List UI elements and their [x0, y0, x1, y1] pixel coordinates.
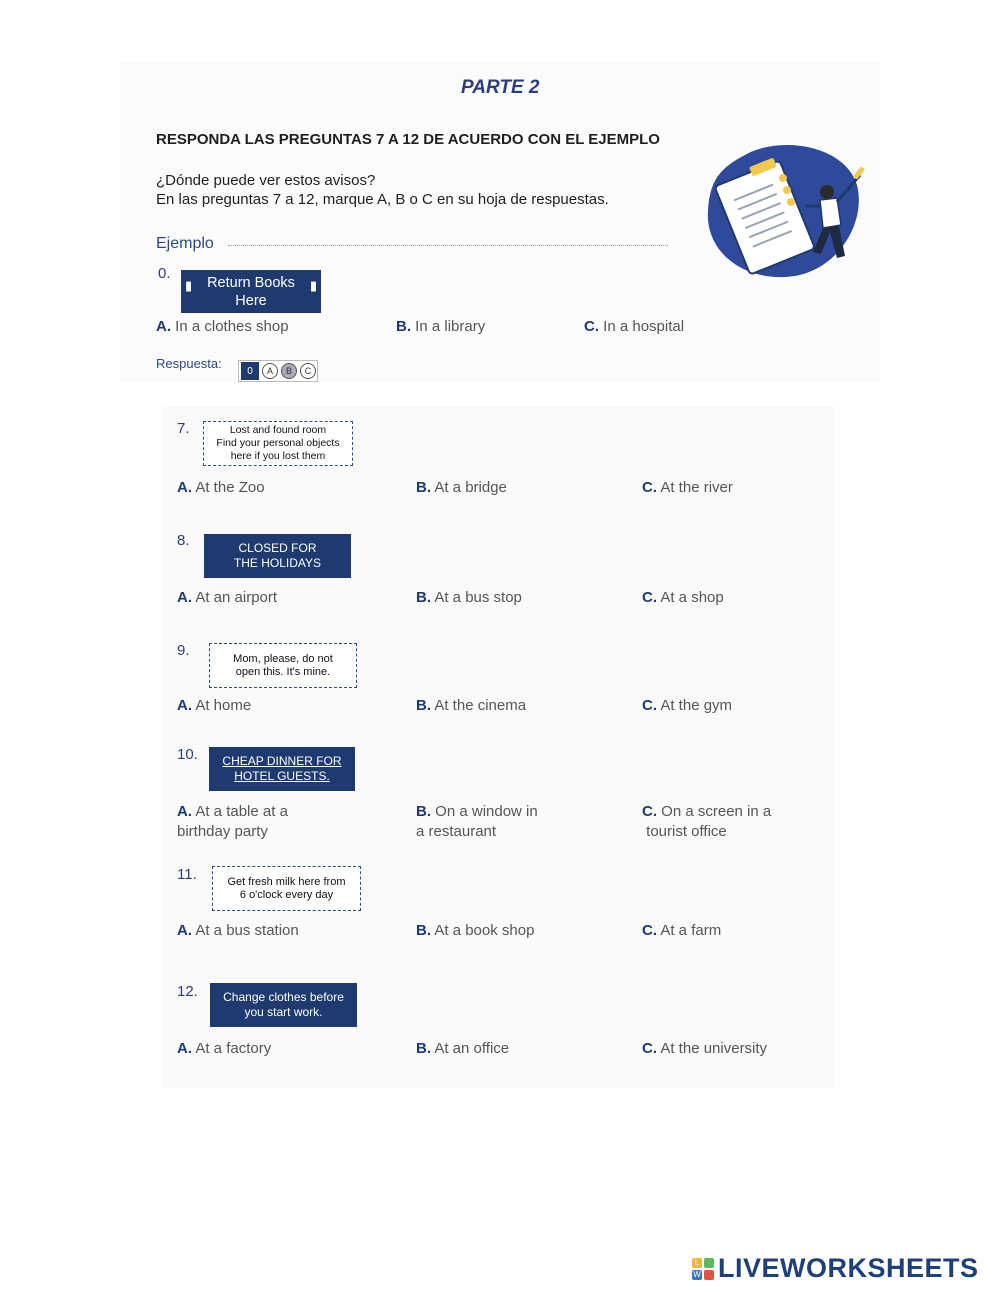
option-text: At the river	[660, 479, 733, 496]
option-text: In a library	[415, 318, 486, 335]
option-c[interactable]	[642, 697, 732, 714]
clipboard-illustration-icon	[705, 140, 867, 280]
option-b[interactable]	[416, 802, 538, 842]
sign-line: Lost and found room	[229, 424, 327, 436]
option-letter: B.	[416, 479, 431, 496]
option-letter: C.	[584, 318, 599, 335]
option-c[interactable]	[642, 922, 721, 939]
option-a[interactable]	[177, 1040, 271, 1057]
option-text: On a window in	[435, 803, 538, 820]
option-letter: A.	[177, 803, 192, 820]
option-text: tourist office	[646, 823, 727, 840]
option-text: At a bus station	[195, 922, 299, 939]
option-text: At a factory	[195, 1040, 272, 1057]
option-a[interactable]	[177, 479, 265, 496]
option-text: At a shop	[660, 589, 724, 606]
sign-closed-holidays	[204, 534, 351, 578]
option-c[interactable]	[642, 802, 771, 842]
option-letter: C.	[642, 479, 657, 496]
example-option-b	[396, 318, 485, 335]
option-a[interactable]	[177, 697, 251, 714]
sign-lost-found	[203, 421, 353, 466]
option-text: In a hospital	[603, 318, 685, 335]
option-text: birthday party	[177, 823, 268, 840]
option-text: At the cinema	[434, 697, 527, 714]
answer-key	[238, 360, 318, 382]
answer-number: 0	[241, 362, 259, 380]
option-letter: B.	[396, 318, 411, 335]
logo-text: LIVEWORKSHEETS	[718, 1253, 979, 1283]
option-letter: B.	[416, 1040, 431, 1057]
sign-line: CLOSED FOR	[238, 541, 317, 555]
option-text: At a book shop	[434, 922, 535, 939]
option-letter: A.	[177, 589, 192, 606]
option-text: a restaurant	[416, 823, 497, 840]
example-sign-line: Return Books	[207, 274, 295, 291]
example-option-c	[584, 318, 684, 335]
option-c[interactable]	[642, 1040, 767, 1057]
option-a[interactable]	[177, 802, 288, 842]
example-sign-line: Here	[235, 292, 267, 309]
option-letter: A.	[177, 479, 192, 496]
sign-line: 6 o'clock every day	[239, 888, 334, 901]
question-number: 12.	[177, 983, 198, 1000]
option-text: At an office	[434, 1040, 510, 1057]
sign-mom-note	[209, 643, 357, 688]
option-b[interactable]	[416, 479, 507, 496]
option-letter: B.	[416, 589, 431, 606]
option-a[interactable]	[177, 922, 299, 939]
option-text: At a bus stop	[434, 589, 522, 606]
option-b[interactable]	[416, 1040, 509, 1057]
question-number: 10.	[177, 746, 198, 763]
option-text: At an airport	[195, 589, 278, 606]
question-number: 8.	[177, 532, 190, 549]
sign-line: open this. It's mine.	[235, 665, 331, 678]
pin-icon: ▮	[309, 278, 317, 293]
option-b[interactable]	[416, 922, 534, 939]
sign-line: Change clothes before	[223, 990, 344, 1004]
example-sign	[181, 270, 321, 313]
answer-bubble-b: B	[281, 363, 297, 379]
option-text: At the gym	[660, 697, 733, 714]
sign-line: THE HOLIDAYS	[233, 556, 322, 570]
question-number: 7.	[177, 420, 190, 437]
liveworksheets-logo[interactable]	[692, 1253, 979, 1284]
sign-line: Mom, please, do not	[233, 652, 333, 665]
sign-fresh-milk	[212, 866, 361, 911]
option-letter: C.	[642, 697, 657, 714]
dotted-divider	[228, 245, 668, 246]
option-b[interactable]	[416, 697, 526, 714]
question-number: 9.	[177, 642, 190, 659]
option-letter: C.	[642, 1040, 657, 1057]
logo-mark-icon	[692, 1258, 714, 1280]
option-letter: C.	[642, 803, 657, 820]
option-letter: A.	[177, 922, 192, 939]
option-letter: A.	[177, 697, 192, 714]
page-title: PARTE 2	[461, 77, 540, 98]
option-b[interactable]	[416, 589, 522, 606]
option-letter: A.	[177, 1040, 192, 1057]
option-letter: C.	[642, 922, 657, 939]
logo-letter: L	[692, 1258, 702, 1268]
option-text: On a screen in a	[661, 803, 772, 820]
option-c[interactable]	[642, 479, 733, 496]
option-text: At home	[195, 697, 252, 714]
option-letter: C.	[642, 589, 657, 606]
option-letter: B.	[416, 803, 431, 820]
question-prompt: ¿Dónde puede ver estos avisos?	[156, 172, 376, 189]
sign-change-clothes	[210, 983, 357, 1027]
option-letter: B.	[416, 922, 431, 939]
sign-line: here if you lost them	[230, 450, 326, 462]
option-text: In a clothes shop	[175, 318, 289, 335]
option-text: At a farm	[660, 922, 722, 939]
sign-line: Find your personal objects	[216, 437, 340, 449]
example-label: Ejemplo	[156, 235, 214, 252]
answer-bubble-c: C	[300, 363, 316, 379]
question-number: 11.	[177, 866, 197, 883]
example-number: 0.	[158, 265, 171, 282]
sign-cheap-dinner	[209, 747, 355, 791]
sign-line: you start work.	[244, 1005, 323, 1019]
logo-letter: W	[693, 1269, 701, 1279]
instruction-heading: RESPONDA LAS PREGUNTAS 7 A 12 DE ACUERDO CON EL EJEMPLO	[156, 131, 660, 148]
option-text: At the Zoo	[195, 479, 265, 496]
sign-line: HOTEL GUESTS.	[234, 769, 330, 783]
option-a[interactable]	[177, 589, 277, 606]
option-letter: A.	[156, 318, 171, 335]
option-letter: B.	[416, 697, 431, 714]
option-c[interactable]	[642, 589, 724, 606]
option-text: At the university	[660, 1040, 768, 1057]
option-text: At a table at a	[195, 803, 288, 820]
answer-label: Respuesta:	[156, 356, 222, 371]
sign-line: CHEAP DINNER FOR	[222, 754, 342, 768]
pin-icon: ▮	[185, 278, 193, 293]
option-text: At a bridge	[434, 479, 507, 496]
answer-bubble-a: A	[262, 363, 278, 379]
example-option-a	[156, 318, 289, 335]
sign-line: Get fresh milk here from	[227, 875, 346, 888]
question-instruction: En las preguntas 7 a 12, marque A, B o C en su hoja de respuestas.	[156, 191, 609, 208]
